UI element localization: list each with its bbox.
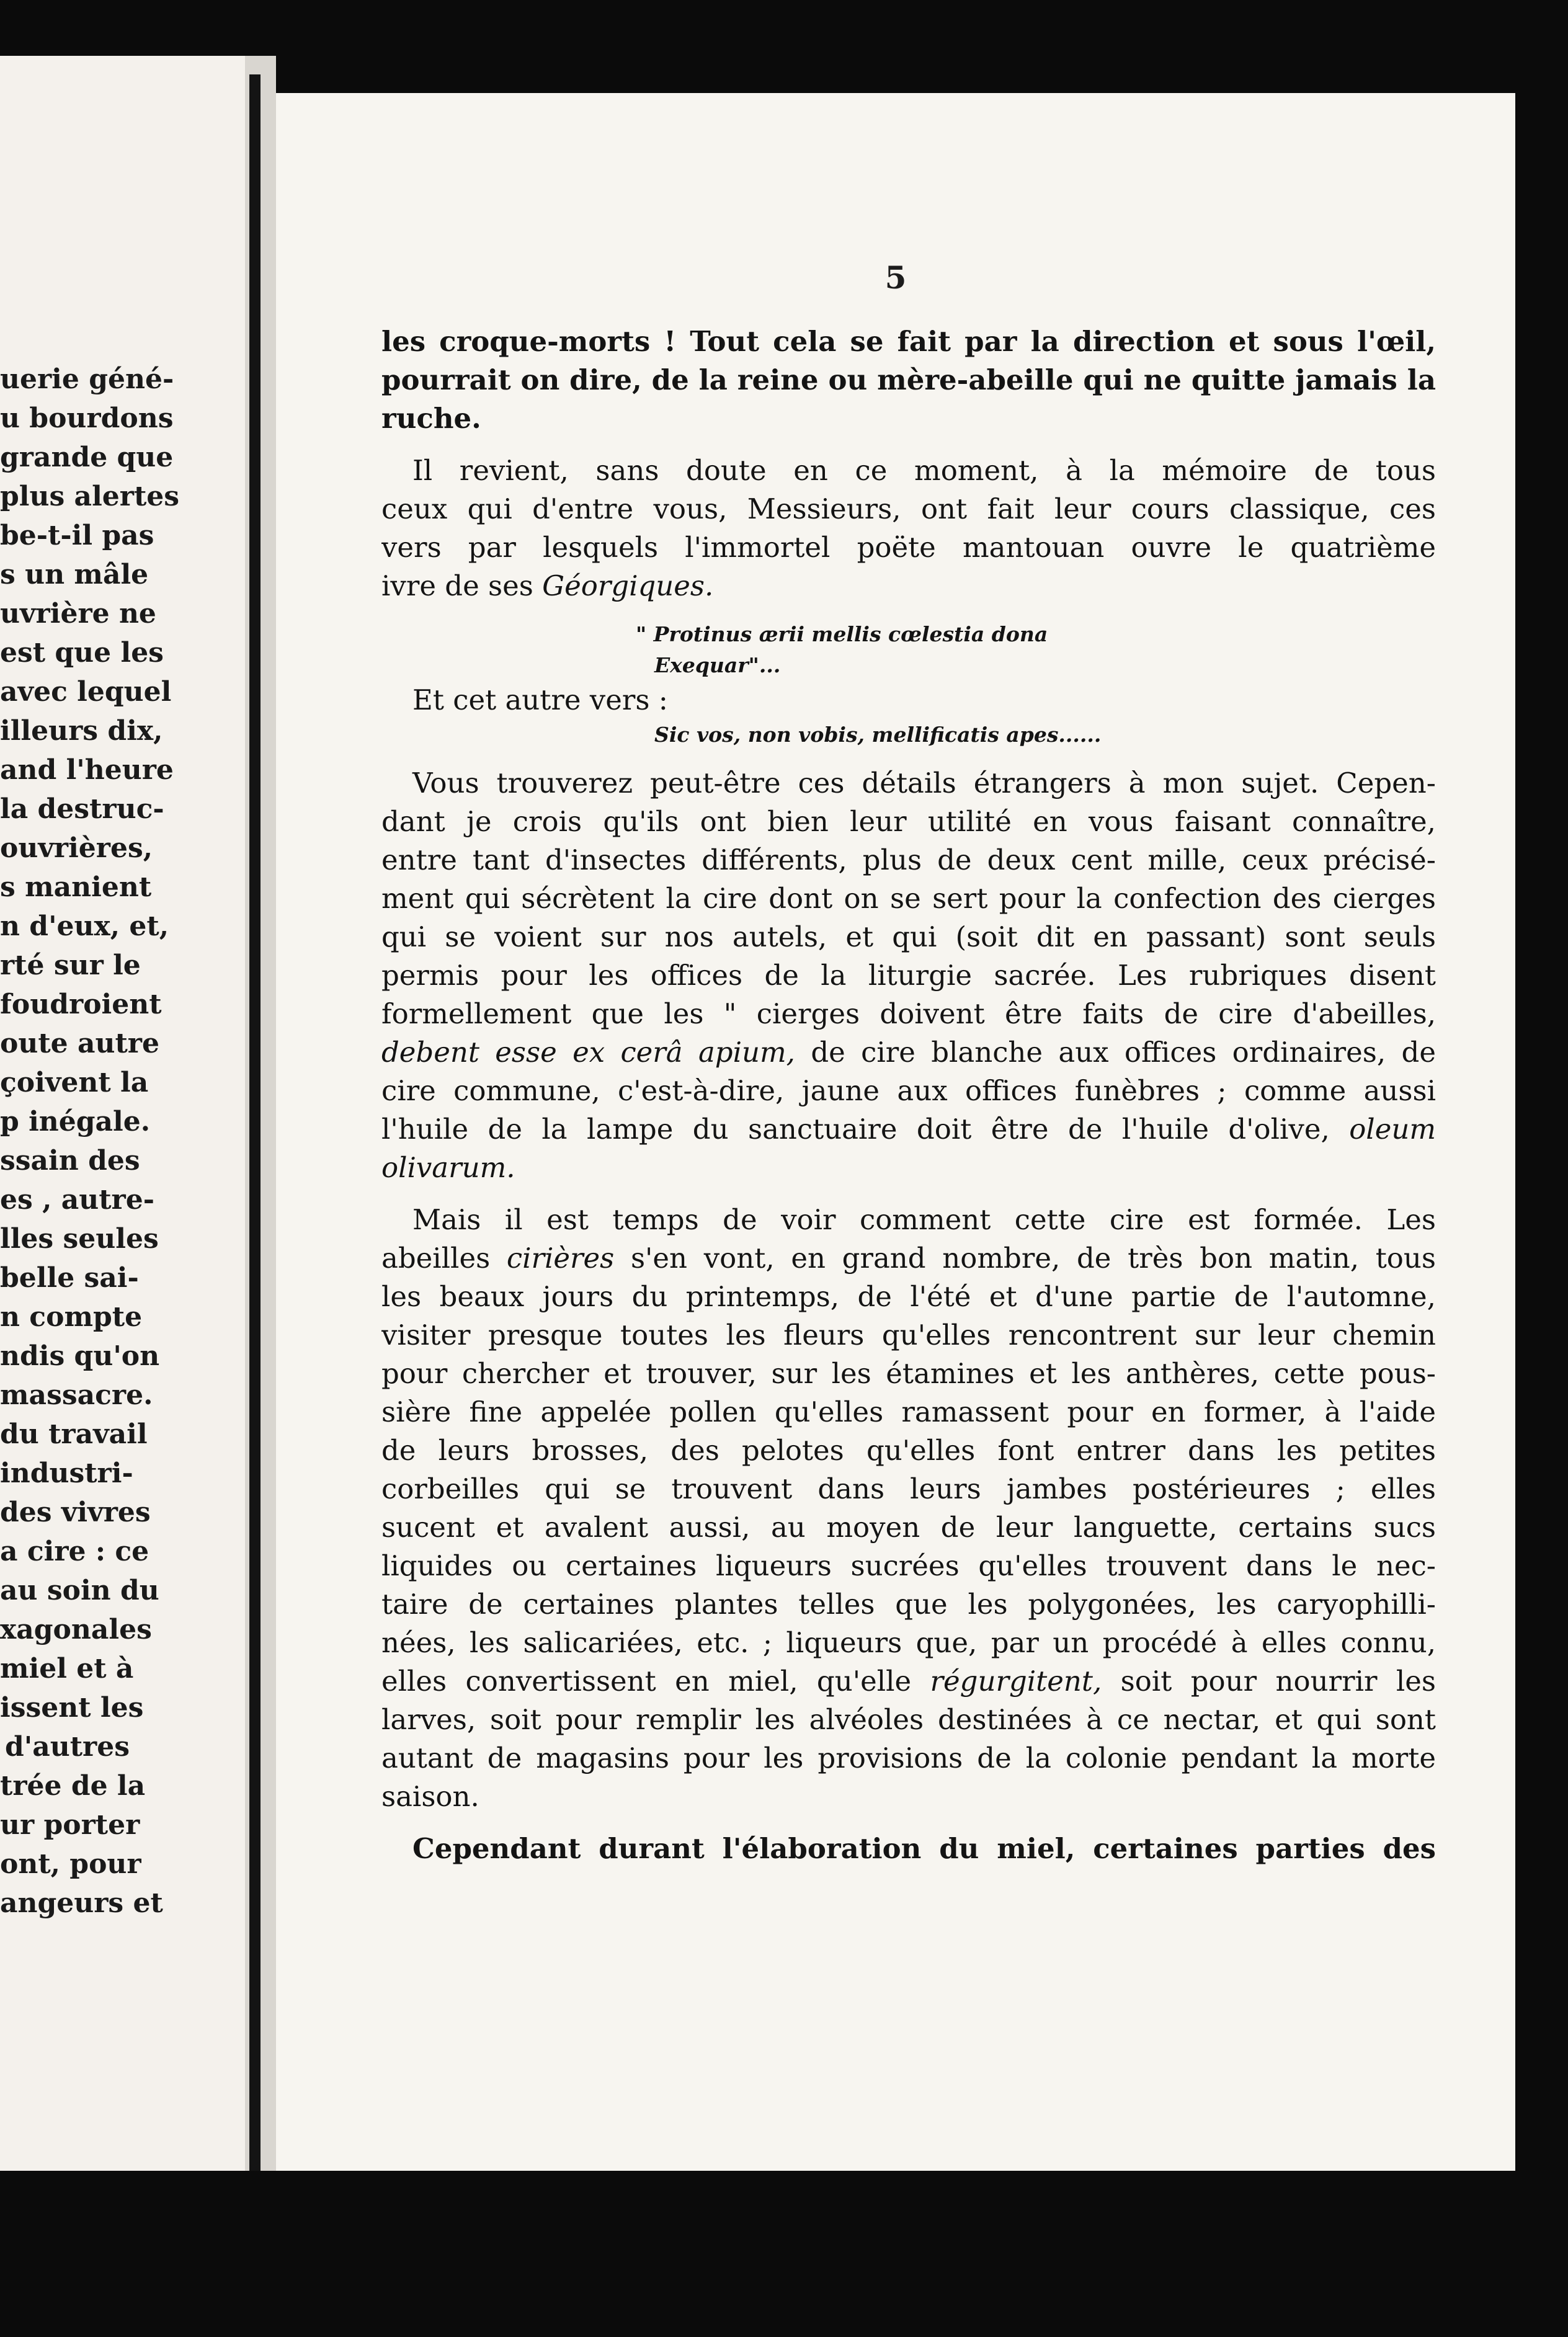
latin-quote: Exequar"... xyxy=(654,653,781,677)
text-segment: ivre de ses xyxy=(381,569,543,602)
previous-page-line: n d'eux, et, xyxy=(0,910,169,942)
italic-latin: debent esse ex cerâ apium, xyxy=(381,1036,795,1069)
previous-page-line: avec lequel xyxy=(0,676,172,708)
latin-quote: Sic vos, non vobis, mellificatis apes...... xyxy=(654,723,1102,747)
film-border-bottom xyxy=(0,2171,1568,2337)
previous-page-line: au soin du xyxy=(0,1575,159,1606)
previous-page-line: be-t-il pas xyxy=(0,520,154,551)
paragraph-3 xyxy=(381,764,1436,1187)
previous-page-line: ouvrières, xyxy=(0,832,153,864)
previous-page-line: a cire : ce xyxy=(0,1536,149,1567)
previous-page-line: oute autre xyxy=(0,1028,159,1059)
text-segment: l'huile de la lampe du sanctuaire doit être de l'huile d'olive, xyxy=(381,1113,1350,1146)
text-line: sière fine appelée pollen qu'elles ramassent pour en former, à l'aide xyxy=(381,1396,1436,1428)
previous-page-line: angeurs et xyxy=(0,1887,163,1919)
previous-page-line: ur porter xyxy=(0,1809,140,1841)
text-segment: abeilles xyxy=(381,1242,507,1275)
text-line: formellement que les " cierges doivent être faits de cire d'abeilles, xyxy=(381,997,1436,1030)
italic-term: cirières xyxy=(506,1242,615,1275)
text-line: entre tant d'insectes différents, plus de deux cent mille, ceux précisé- xyxy=(381,844,1436,876)
text-line: visiter presque toutes les fleurs qu'elles rencontrent sur leur chemin xyxy=(381,1319,1436,1351)
previous-page-line: des vivres xyxy=(0,1497,151,1528)
previous-page-line: massacre. xyxy=(0,1379,153,1411)
text-line: nées, les salicariées, etc. ; liqueurs que, par un procédé à elles connu, xyxy=(381,1626,1436,1659)
text-line xyxy=(381,1239,1436,1278)
binding-shadow xyxy=(249,74,261,2171)
italic-title: Géorgiques. xyxy=(542,569,714,602)
text-line: Mais il est temps de voir comment cette cire est formée. Les xyxy=(412,1203,1436,1236)
text-line: ceux qui d'entre vous, Messieurs, ont fait leur cours classique, ces xyxy=(381,492,1436,525)
text-line: taire de certaines plantes telles que les polygonées, les caryophilli- xyxy=(381,1588,1436,1621)
text-segment: elles convertissent en miel, qu'elle xyxy=(381,1665,930,1698)
text-line: les croque-morts ! Tout cela se fait par la direction et sous l'œil, xyxy=(381,325,1436,358)
text-line: Vous trouverez peut-être ces détails étrangers à mon sujet. Cepen- xyxy=(412,767,1436,799)
previous-page-line: issent les xyxy=(0,1692,144,1724)
text-line: saison. xyxy=(381,1780,479,1813)
previous-page-line: belle sai- xyxy=(0,1262,139,1294)
previous-page-line: lles seules xyxy=(0,1223,159,1255)
text-line: olivarum. xyxy=(381,1151,515,1184)
text-line: permis pour les offices de la liturgie sacrée. Les rubriques disent xyxy=(381,959,1436,992)
text-line: autant de magasins pour les provisions de la colonie pendant la morte xyxy=(381,1742,1436,1774)
text-line: Et cet autre vers : xyxy=(412,683,668,716)
previous-page-line: es , autre- xyxy=(0,1184,154,1216)
previous-page-line: u bourdons xyxy=(0,403,174,434)
previous-page-line: ssain des xyxy=(0,1145,140,1177)
previous-page-line: du travail xyxy=(0,1418,148,1450)
paragraph-4 xyxy=(381,1201,1436,1816)
previous-page-line: plus alertes xyxy=(0,481,180,512)
previous-page-edge xyxy=(0,56,245,2171)
text-line: de leurs brosses, des pelotes qu'elles font entrer dans les petites xyxy=(381,1434,1436,1467)
text-line: cire commune, c'est-à-dire, jaune aux offices funèbres ; comme aussi xyxy=(381,1074,1436,1107)
text-segment: de cire blanche aux offices ordinaires, de xyxy=(795,1036,1436,1069)
text-line: larves, soit pour remplir les alvéoles destinées à ce nectar, et qui sont xyxy=(381,1703,1436,1736)
previous-page-line: s un mâle xyxy=(0,559,149,590)
paragraph-1 xyxy=(381,323,1436,438)
previous-page-line: uerie géné- xyxy=(0,363,174,395)
previous-page-line: foudroient xyxy=(0,989,162,1020)
text-line: ruche. xyxy=(381,402,481,435)
previous-page-line: rté sur le xyxy=(0,950,141,981)
text-line: les beaux jours du printemps, de l'été et d'une partie de l'automne, xyxy=(381,1280,1436,1313)
previous-page-line: s manient xyxy=(0,871,152,903)
previous-page-line: est que les xyxy=(0,637,164,669)
text-segment: soit pour nourrir les xyxy=(1102,1665,1436,1698)
previous-page-line: and l'heure xyxy=(0,754,174,786)
previous-page-line: trée de la xyxy=(0,1770,146,1802)
document-page xyxy=(276,93,1515,2171)
text-line xyxy=(381,1033,1436,1072)
text-line: pour chercher et trouver, sur les étamines et les anthères, cette pous- xyxy=(381,1357,1436,1390)
text-line: ment qui sécrètent la cire dont on se sert pour la confection des cierges xyxy=(381,882,1436,915)
latin-quote: " Protinus ærii mellis cœlestia dona xyxy=(636,622,1048,646)
text-line: qui se voient sur nos autels, et qui (soit dit en passant) sont seuls xyxy=(381,920,1436,953)
text-line xyxy=(381,567,1436,605)
previous-page-line: d'autres xyxy=(4,1731,130,1763)
previous-page-line: la destruc- xyxy=(0,793,164,825)
previous-page-line: industri- xyxy=(0,1458,133,1489)
paragraph-2 xyxy=(381,452,1436,605)
text-line: pourrait on dire, de la reine ou mère-abeille qui ne quitte jamais la xyxy=(381,363,1436,396)
previous-page-line: miel et à xyxy=(0,1653,134,1685)
previous-page-text xyxy=(0,360,245,1923)
text-line: liquides ou certaines liqueurs sucrées qu'elles trouvent dans le nec- xyxy=(381,1549,1436,1582)
text-line: vers par lesquels l'immortel poëte mantouan ouvre le quatrième xyxy=(381,531,1436,564)
text-line: corbeilles qui se trouvent dans leurs jambes postérieures ; elles xyxy=(381,1472,1436,1505)
page-number: 5 xyxy=(884,259,907,296)
film-border-right xyxy=(1515,0,1568,2337)
text-line: Il revient, sans doute en ce moment, à la mémoire de tous xyxy=(412,454,1436,487)
previous-page-line: p inégale. xyxy=(0,1106,151,1137)
text-segment: s'en vont, en grand nombre, de très bon matin, tous xyxy=(614,1242,1436,1275)
text-line: dant je crois qu'ils ont bien leur utilité en vous faisant connaître, xyxy=(381,805,1436,838)
previous-page-line: çoivent la xyxy=(0,1067,149,1098)
page-body xyxy=(381,323,1436,1868)
previous-page-line: ndis qu'on xyxy=(0,1340,160,1372)
italic-term: régurgitent, xyxy=(930,1665,1102,1698)
text-line: sucent et avalent aussi, au moyen de leur languette, certains sucs xyxy=(381,1511,1436,1544)
italic-latin: oleum xyxy=(1349,1113,1436,1146)
previous-page-line: xagonales xyxy=(0,1614,152,1645)
previous-page-line: n compte xyxy=(0,1301,143,1333)
previous-page-line: illeurs dix, xyxy=(0,715,163,747)
text-line xyxy=(381,1110,1436,1149)
text-line: Cependant durant l'élaboration du miel, certaines parties des xyxy=(412,1832,1436,1865)
text-line xyxy=(381,1662,1436,1701)
previous-page-line: uvrière ne xyxy=(0,598,156,630)
previous-page-line: grande que xyxy=(0,442,174,473)
previous-page-line: ont, pour xyxy=(0,1848,141,1880)
